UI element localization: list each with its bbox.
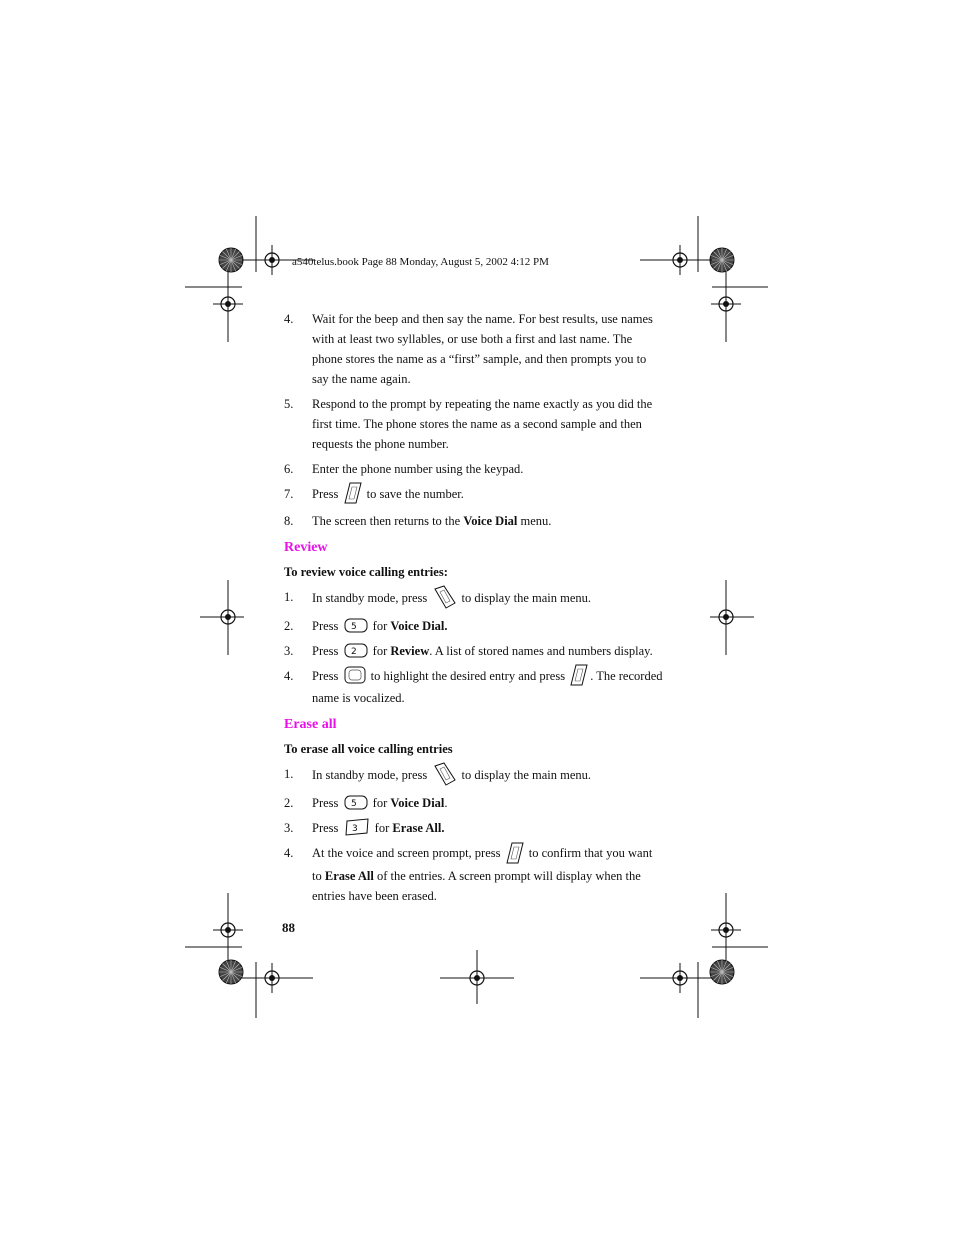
step-4 [284,309,664,389]
step-for: for [372,619,388,634]
step-text: to confirm that you want to [312,846,653,883]
step-for: for [372,644,388,659]
key-5-label: 5 [350,621,357,632]
step-press: Press [312,644,339,659]
step-text: . A list of stored names and numbers display. [429,644,653,659]
menu-name: Voice Dial [463,514,518,529]
step-8 [284,511,664,531]
step-number: 3. [284,644,294,659]
step-number: 7. [284,487,294,501]
review-step-2 [284,616,664,636]
erase-step-2 [284,793,664,813]
review-step-3 [284,641,664,661]
erase-all-lead: To erase all voice calling entries [284,742,453,757]
step-number: 1. [284,590,294,605]
key-2-label: 2 [350,646,357,657]
step-text: The screen then returns to the [312,514,461,529]
step-number: 1. [284,767,294,782]
section-heading-erase-all: Erase all [284,717,337,733]
step-number: 2. [284,619,294,634]
step-text: to highlight the desired entry and press [370,669,566,684]
menu-name: Voice Dial. [390,619,448,634]
step-number: 4. [284,846,294,861]
page-header: a540telus.book Page 88 Monday, August 5, 2002 4:12 PM [292,256,549,268]
key-5-icon [344,618,368,633]
step-text: Respond to the prompt by repeating the name exactly as you did the first time. The phone stores the name as a second sample and then requests the phone number. [312,397,653,451]
menu-name: Voice Dial [390,796,445,811]
step-number: 2. [284,796,294,811]
key-5-label: 5 [350,798,357,809]
navigation-key-icon [344,666,366,684]
step-press: Press [312,619,339,634]
step-text: In standby mode, press [312,591,428,605]
step-press: Press [312,487,339,501]
menu-name: Erase All. [392,821,445,836]
erase-step-4 [284,843,664,905]
step-text: to save the number. [366,487,464,501]
page-content [284,309,664,911]
step-text: Wait for the beep and then say the name. For best results, use names with at least two syllables, or use both a first and last name. The phone stores the name as a “first” sample, and then prompts you to say the name again. [312,312,653,386]
step-for: for [372,796,388,811]
step-for: for [374,821,390,836]
menu-name: Erase All [324,868,374,883]
ok-key-icon [506,842,524,864]
key-3-label: 3 [351,824,358,835]
menu-name: Review [390,644,430,659]
ok-key-icon [570,664,588,686]
step-number: 4. [284,669,294,684]
step-number: 5. [284,397,294,411]
review-step-1 [284,587,664,611]
step-number: 6. [284,462,294,476]
step-text: Enter the phone number using the keypad. [312,462,524,476]
key-3-icon [344,818,370,836]
review-step-4 [284,666,664,708]
step-text: . [444,796,448,811]
step-text: . The recorded name is vocalized. [312,669,663,706]
step-text: menu. [520,514,552,529]
step-press: Press [312,821,339,836]
step-text: of the entries. A screen prompt will display when the entries have been erased. [312,868,641,903]
step-text: to display the main menu. [461,768,592,783]
step-press: Press [312,669,339,684]
erase-step-3 [284,818,664,838]
menu-key-icon [432,762,456,786]
step-text: In standby mode, press [312,768,428,783]
step-7 [284,484,664,506]
step-number: 4. [284,312,294,326]
section-heading-review: Review [284,540,328,556]
step-5 [284,394,664,454]
step-text: At the voice and screen prompt, press [312,846,501,861]
step-number: 8. [284,514,294,529]
step-6 [284,459,664,479]
step-number: 3. [284,821,294,836]
step-text: to display the main menu. [461,591,592,605]
step-press: Press [312,796,339,811]
key-2-icon [344,643,368,658]
erase-step-1 [284,764,664,788]
ok-key-icon [344,482,362,504]
menu-key-icon [432,585,456,609]
page-number: 88 [282,920,295,935]
review-lead: To review voice calling entries: [284,565,448,580]
key-5-icon [344,795,368,810]
